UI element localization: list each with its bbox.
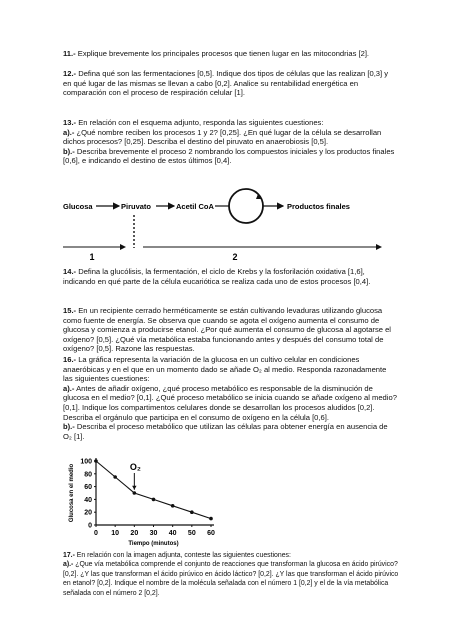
- x-axis-title: Tiempo (minutos): [128, 541, 179, 547]
- piruvato-label: Piruvato: [121, 202, 152, 211]
- y-axis-title: Glucosa en el medio: [69, 463, 75, 523]
- y-tick-label: 80: [84, 471, 92, 479]
- glucose-data-point: [133, 491, 137, 495]
- question-13a-text: ¿Qué nombre reciben los procesos 1 y 2? [0,25]. ¿En qué lugar de la célula se desarrollan dichos procesos? [0,25]. Describa el destino del piruvato en anaerobiosis [0,5].: [63, 127, 382, 147]
- oxygen-annotation-arrowhead: [132, 486, 136, 490]
- question-11: [63, 49, 398, 59]
- question-12: [63, 69, 398, 98]
- x-tick-label: 20: [130, 530, 139, 537]
- question-17-intro: En relación con la imagen adjunta, conteste las siguientes cuestiones:: [74, 552, 291, 559]
- acetil-coa-label: Acetil CoA: [176, 202, 214, 211]
- question-17: [63, 551, 403, 598]
- y-tick-label: 60: [84, 484, 92, 492]
- x-tick-label: 60: [207, 530, 215, 537]
- productos-finales-label: Productos finales: [287, 202, 350, 211]
- question-13-number: 13.-: [63, 118, 77, 127]
- process-1-label: 1: [89, 252, 95, 262]
- question-15-text: En un recipiente cerrado herméticamente se están cultivando levaduras utilizando glucosa como fuente de energía. Se observa que cuando se agota el oxígeno aumenta el consumo de glucosa y comienza a producirse etanol. ¿Por qué aumenta el consumo de glucosa al agotarse el oxígeno? [0,5]. ¿Qué vía metabólica estaba funcionando antes y después del consumo total de oxígeno? [0,5]. Razone las respuestas.: [63, 306, 391, 354]
- glucose-data-point: [113, 475, 117, 479]
- x-tick-label: 30: [149, 530, 158, 537]
- glucose-data-point: [209, 517, 213, 521]
- glucose-chart: [63, 455, 228, 548]
- question-13-intro: En relación con el esquema adjunto, responda las siguientes cuestiones:: [76, 118, 324, 127]
- question-16b-text: Describa el proceso metabólico que utilizan las células para obtener energía en ausencia de O₂ [1].: [63, 422, 388, 441]
- question-11-text: Explique brevemente los principales procesos que tienen lugar en las mitocondrias [2].: [75, 49, 370, 58]
- question-15-number: 15.-: [63, 306, 77, 315]
- y-tick-label: 0: [88, 522, 92, 530]
- question-16b-label: b).-: [63, 422, 75, 432]
- oxygen-annotation-label: O₂: [129, 462, 141, 472]
- x-tick-label: 50: [187, 530, 196, 537]
- question-13b-label: b).-: [63, 146, 75, 156]
- cycle-circle: [229, 189, 263, 223]
- question-14-number: 14.-: [63, 267, 77, 276]
- glucose-data-point: [190, 510, 194, 514]
- question-13: [63, 118, 398, 166]
- question-17a-text: ¿Que vía metabólica comprende el conjunto de reacciones que transforman la glucosa en ácido pirúvico? [0,2]. ¿Y las que transforman el ácido pirúvico en ácido láctico? [0,2]. ¿Y las que transforman el ácido pirúvico en etanol? [0,2]. Indique el nombre de la molécula señalada con el número 1 [0,2] y el de la vía metabólica señalada con el número 2 [0,2].: [63, 561, 399, 597]
- question-12-text: Defina qué son las fermentaciones [0,5]. Indique dos tipos de células que las realizan [0,3] y en qué lugar de las mismas se llevan a cabo [0,2]. Analice su rentabilidad energética en comparación con el proceso de respiración celular [1].: [63, 69, 389, 98]
- process-2-label: 2: [232, 252, 238, 262]
- question-14: [63, 267, 398, 286]
- question-16: [63, 355, 398, 441]
- question-13b-text: Describa brevemente el proceso 2 nombrando los compuestos iniciales y los productos finales [0,6], e indicando el destino de estos últimos [0,4].: [63, 146, 395, 166]
- metabolic-pathway-diagram: [63, 188, 398, 263]
- question-16a-label: a).-: [63, 383, 75, 393]
- x-tick-label: 0: [94, 530, 98, 537]
- x-tick-label: 40: [168, 530, 177, 537]
- glucose-data-point: [171, 504, 175, 508]
- x-tick-label: 10: [111, 530, 120, 537]
- y-tick-label: 100: [80, 458, 92, 466]
- glucosa-label: Glucosa: [63, 202, 93, 211]
- question-14-text: Defina la glucólisis, la fermentación, el ciclo de Krebs y la fosforilación oxidativa [1,6], indicando en qué parte de la célula eucariótica se realiza cada uno de estos procesos [0,4].: [63, 267, 371, 286]
- question-17a-label: a).-: [63, 561, 74, 569]
- question-16-number: 16.-: [63, 355, 77, 364]
- glucose-series-line: [96, 461, 211, 519]
- glucose-data-point: [94, 459, 98, 463]
- y-tick-label: 20: [84, 509, 92, 517]
- question-12-number: 12.-: [63, 69, 77, 78]
- question-16-intro: La gráfica representa la variación de la glucosa en un cultivo celular en condiciones anaeróbicas y en el que en un momento dado se añade O₂ al medio. Responda razonadamente las siguientes cuestiones:: [63, 355, 387, 384]
- question-17-number: 17.-: [63, 552, 75, 559]
- question-16a-text: Antes de añadir oxígeno, ¿qué proceso metabólico es responsable de la disminución de glucosa en el medio? [0,1]. ¿Qué proceso metabólico se inicia cuando se añade oxígeno al medio? [0,1]. Indique los compartimentos celulares donde se desarrollan los procesos aludidos [0,2]. Describa el orgánulo que participa en el consumo de oxígeno en la célula [0,6].: [63, 383, 397, 422]
- y-tick-label: 40: [84, 496, 92, 504]
- glucose-data-point: [152, 498, 156, 502]
- question-11-number: 11.-: [63, 49, 76, 58]
- question-13a-label: a).-: [63, 127, 75, 137]
- question-15: [63, 306, 398, 354]
